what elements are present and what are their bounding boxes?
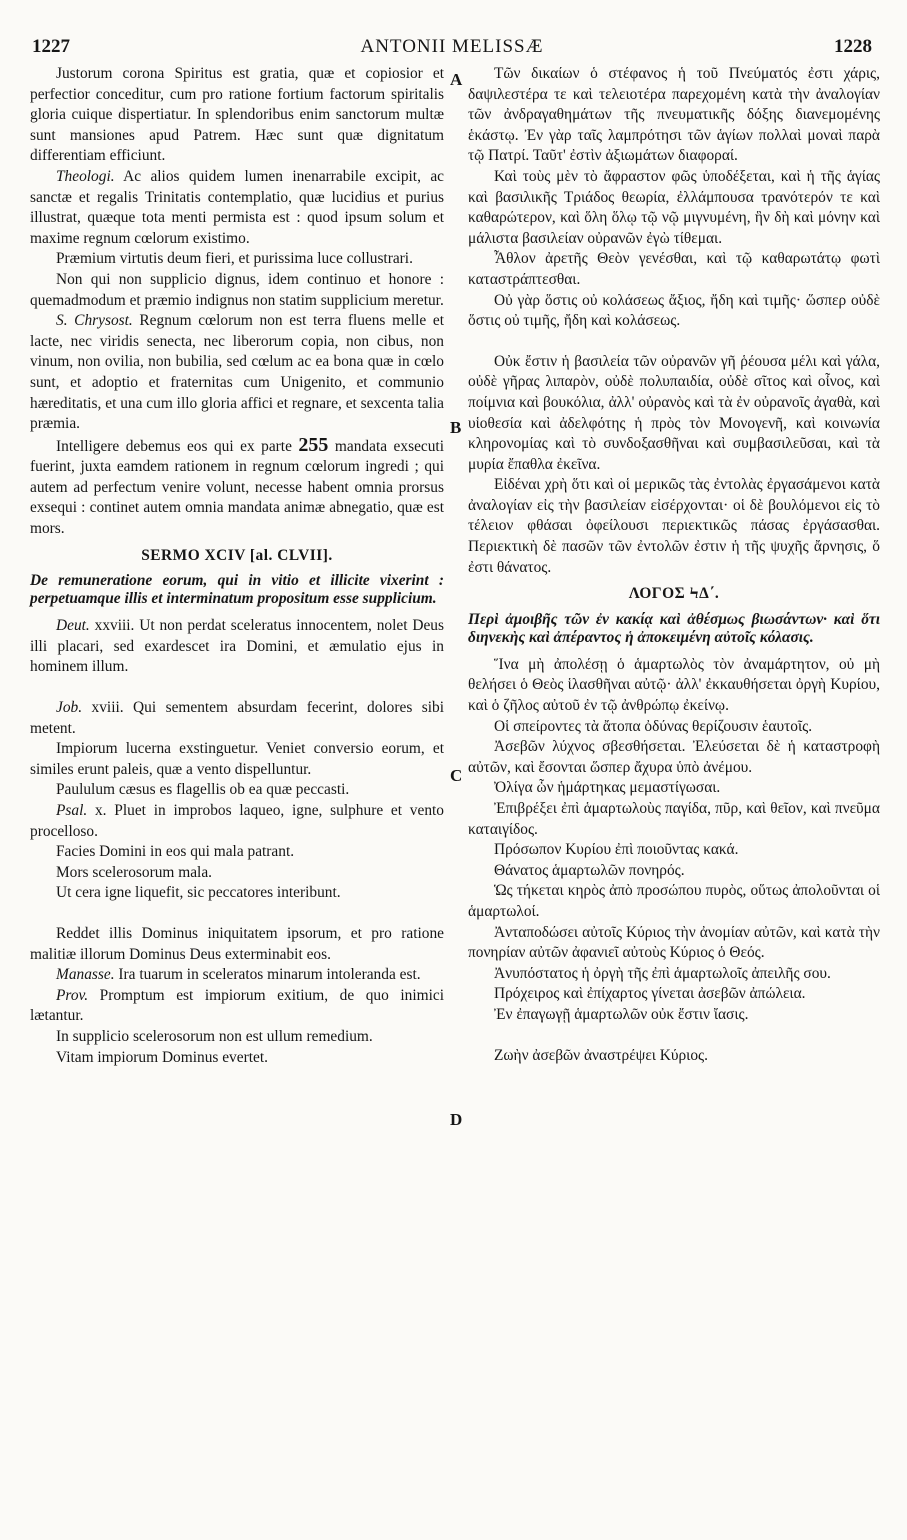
paragraph: Οὐ γὰρ ὅστις οὐ κολάσεως ἄξιος, ἤδη καὶ τιμῆς· ὥσπερ οὐδὲ ὅστις οὐ τιμῆς, ἤδη καὶ κολάσεως.	[468, 291, 880, 330]
paragraph: Εἰδέναι χρὴ ὅτι καὶ οἱ μερικῶς τὰς ἐντολὰς ἐργασάμενοι κατὰ ἀναλογίαν εἰς τὴν βασιλείαν εἰσέρχονται· οἱ δὲ βουλόμενοι εἰς τὸ τέλειον φθάσαι ὀφείλουσι περιεκτικῶς πάσας ἐργάσασθαι. Περιεκτικὴ δὲ πασῶν τῶν ἐντολῶν ἐστιν ἡ τῆς ψυχῆς ἄρνησις, ὅ ἐστι θάνατος.	[468, 476, 880, 576]
source-label: Theologi.	[56, 167, 115, 185]
paragraph: Πρόσωπον Κυρίου ἐπὶ ποιοῦντας κακά.	[494, 841, 739, 859]
source-label: Psal.	[56, 802, 88, 819]
paragraph: Deut. xxviii. Ut non perdat sceleratus innocentem, nolet Deus illi placari, sed exardescet ira Domini, et æmulatio ejus in hominem illum.	[30, 617, 444, 676]
paragraph: Theologi. Ac alios quidem lumen inenarrabile excipit, ac sanctæ et regalis Trinitatis contemplatio, quæ lucidius et purius illustrat, quæque tota menti permista est : quod ipsum solum et maxime regnum cœlorum existimo.	[30, 167, 444, 247]
sermon-subtitle: De remuneratione eorum, qui in vitio et illicite vixerint : perpetuamque illis et interminatum propositum esse supplicium.	[30, 572, 444, 608]
paragraph: Ἀνυπόστατος ἡ ὀργὴ τῆς ἐπὶ ἁμαρτωλοῖς ἀπειλῆς σου.	[494, 964, 831, 982]
paragraph: Paululum cæsus es flagellis ob ea quæ peccasti.	[56, 781, 350, 799]
paragraph: Vitam impiorum Dominus evertet.	[56, 1048, 268, 1066]
paragraph: Manasse. Ira tuarum in sceleratos minarum intoleranda est.	[56, 966, 421, 984]
paragraph: Ἐν ἐπαγωγῇ ἁμαρτωλῶν οὐκ ἔστιν ἴασις.	[494, 1005, 749, 1023]
paragraph: Psal. x. Pluet in improbos laqueo, igne, sulphure et vento procelloso.	[30, 802, 444, 840]
margin-letter-a: A	[450, 70, 463, 89]
source-label: Deut.	[56, 617, 90, 635]
paragraph: Ζωὴν ἀσεβῶν ἀναστρέψει Κύριος.	[494, 1046, 708, 1064]
paragraph: Facies Domini in eos qui mala patrant.	[56, 843, 295, 861]
paragraph: Οὐκ ἔστιν ἡ βασιλεία τῶν οὐρανῶν γῆ ῥέουσα μέλι καὶ γάλα, οὐδὲ γῆρας λιπαρὸν, οὐδὲ πολυπαιδία, οὐδὲ σῖτος καὶ οἶνος, καὶ ποίμνια καὶ βουκόλια, ἀλλ' οὐρανὸς καὶ τὰ ἐν οὐρανοῖς ἀγαθὰ, καὶ υἱοθεσία καὶ ἀδελφότης ἡ πρὸς τὸν Μονογενῆ, καὶ κοινωνία κληρονομίας καὶ τὸ συνδοξασθῆναι καὶ συμβασιλεῦσαι, καὶ τὰ μυρία ἔπαθλα ἐκεῖνα.	[468, 352, 880, 473]
paragraph: Ἐπιβρέξει ἐπὶ ἁμαρτωλοὺς παγίδα, πῦρ, καὶ θεῖον, καὶ πνεῦμα καταιγίδος.	[468, 800, 880, 838]
paragraph: Ut cera igne liquefit, sic peccatores interibunt.	[56, 884, 341, 902]
margin-letter-b: B	[450, 418, 462, 437]
marginal-number: 255	[298, 433, 329, 456]
paragraph: Τῶν δικαίων ὁ στέφανος ἡ τοῦ Πνεύματός ἐστι χάρις, δαψιλεστέρα τε καὶ τελειοτέρα παρεχομένη κατὰ τὴν ἀναλογίαν τῶν ἀνδραγαθημάτων τῆς πνευματικῆς δόξης διανεμομένης ἑκάστῳ. Ἐν γὰρ ταῖς λαμπρότησι τῶν ἁγίων πολλαὶ μοναὶ παρὰ τῷ Πατρί. Ταῦτ' ἐστὶν ἀξιωμάτων διαφοραί.	[468, 65, 880, 165]
paragraph: Ὀλίγα ὧν ἡμάρτηκας μεμαστίγωσαι.	[494, 779, 721, 797]
paragraph: Πρόχειρος καὶ ἐπίχαρτος γίνεται ἀσεβῶν ἀπώλεια.	[494, 985, 806, 1003]
paragraph: Ἀσεβῶν λύχνος σβεσθήσεται. Ἐλεύσεται δὲ ἡ καταστροφὴ αὐτῶν, καὶ ἔσονται ὥσπερ ἄχυρα ὑπὸ ἀνέμου.	[468, 738, 880, 776]
source-label: Prov.	[56, 986, 89, 1004]
paragraph: Præmium virtutis deum fieri, et purissima luce collustrari.	[56, 250, 413, 268]
page-number-left: 1227	[32, 36, 70, 57]
sermon-heading: SERMO XCIV [al. CLVII].	[141, 546, 333, 564]
paragraph: In supplicio scelerosorum non est ullum remedium.	[56, 1027, 373, 1045]
page-number-right: 1228	[834, 36, 872, 57]
paragraph: Reddet illis Dominus iniquitatem ipsorum, et pro ratione malitiæ illorum Dominus Deus exterminabit eos.	[30, 924, 444, 963]
paragraph: Οἱ σπείροντες τὰ ἄτοπα ὀδύνας θερίζουσιν ἑαυτοῖς.	[494, 717, 813, 735]
paragraph: Impiorum lucerna exstinguetur. Veniet conversio eorum, et similes erunt paleis, quæ a vento dispelluntur.	[30, 740, 444, 778]
page-header	[32, 36, 872, 62]
paragraph: Mors scelerosorum mala.	[56, 863, 213, 881]
greek-column	[468, 64, 880, 1066]
logos-subtitle: Περὶ ἀμοιβῆς τῶν ἐν κακίᾳ καὶ ἀθέσμως βιωσάντων· καὶ ὅτι διηνεκὴς καὶ ἀπέραντος ἡ ἀποκειμένη αὐτοῖς κόλασις.	[468, 610, 880, 646]
paragraph: Ἆθλον ἀρετῆς Θεὸν γενέσθαι, καὶ τῷ καθαρωτάτῳ φωτὶ καταστράπτεσθαι.	[468, 250, 880, 288]
paragraph: Ὡς τήκεται κηρὸς ἀπὸ προσώπου πυρὸς, οὕτως ἀπολοῦνται οἱ ἁμαρτωλοί.	[468, 882, 880, 920]
paragraph: Job. xviii. Qui sementem absurdam fecerint, dolores sibi metent.	[30, 699, 444, 737]
source-label: S. Chrysost.	[56, 312, 133, 330]
latin-column	[30, 64, 444, 1068]
paragraph: Prov. Promptum est impiorum exitium, de quo inimici lætantur.	[30, 986, 444, 1025]
running-title: ANTONII MELISSÆ	[360, 36, 544, 57]
paragraph: Θάνατος ἁμαρτωλῶν πονηρός.	[494, 861, 685, 879]
logos-heading: ΛΟΓΟΣ ϞΔ΄.	[628, 585, 720, 603]
paragraph: Justorum corona Spiritus est gratia, quæ et copiosior et perfectior conceditur, cum pro ratione fortium factorum spiritalis gloria cuique dispertiatur. In splendoribus enim sanctorum multæ sunt mansiones apud Patrem. Hæc sunt quæ dignitatum differentiam efficiunt.	[30, 65, 444, 165]
paragraph: Ἵνα μὴ ἀπολέσῃ ὁ ἁμαρτωλὸς τὸν ἀναμάρτητον, οὐ μὴ θελήσει ὁ Θεὸς ἱλασθῆναι αὐτῷ· ἀλλ' ἐκκαυθήσεται ὀργὴ Κυρίου, καὶ ὁ ζῆλος αὐτοῦ ἐν τῷ ἀνθρώπῳ ἐκείνῳ.	[468, 655, 880, 715]
paragraph: Non qui non supplicio dignus, idem continuo et honore : quemadmodum et præmio indignus non statim supplicium meretur.	[30, 270, 444, 309]
paragraph: Intelligere debemus eos qui ex parte 255 mandata exsecuti fuerint, juxta eamdem rationem in regnum cœlorum ingredi ; qui autem ad perfectum venire volunt, necesse habent omnia prorsus exsequi : continet autem omnia mandata animæ abnegatio, quæ est mors.	[30, 433, 444, 538]
source-label: Manasse.	[56, 966, 115, 984]
paragraph: Καὶ τοὺς μὲν τὸ ἄφραστον φῶς ὑποδέξεται, καὶ ἡ τῆς ἁγίας καὶ βασιλικῆς Τριάδος θεωρία, ἐλλάμπουσα τρανότερόν τε καὶ καθαρώτερον, καὶ ὅλη ὅλῳ τῷ νῷ μιγνυμένη, ἣν δὴ καὶ μόνην καὶ μάλιστα βασιλείαν οὐρανῶν ἐγὼ τίθεμαι.	[468, 167, 880, 247]
margin-letter-d: D	[450, 1110, 463, 1129]
paragraph: Ἀνταποδώσει αὐτοῖς Κύριος τὴν ἀνομίαν αὐτῶν, καὶ κατὰ τὴν πονηρίαν αὐτῶν ἀφανιεῖ αὐτοὺς Κύριος ὁ Θεός.	[468, 923, 880, 962]
margin-letter-c: C	[450, 766, 463, 785]
paragraph: S. Chrysost. Regnum cœlorum non est terra fluens melle et lacte, nec viridis senecta, nec liberorum copia, non cibus, non vinum, non ovilia, non bubilia, sed cœlum ac ea bona quæ in cœlo sunt, et adoptio et fraternitas cum Unigenito, et communio hæreditatis, et una cum illo gloria affici et regnare, et sexcenta talia præmia.	[30, 312, 444, 433]
source-label: Job.	[56, 699, 83, 717]
